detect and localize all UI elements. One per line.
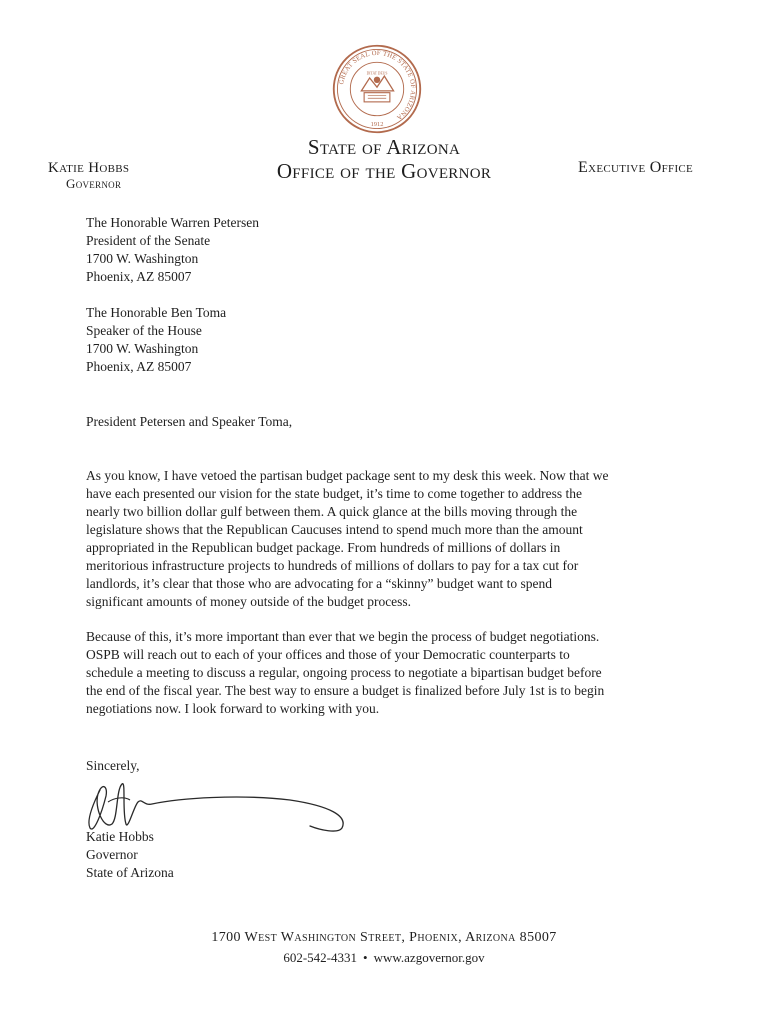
body-paragraph-1: [86, 467, 686, 611]
letterhead-governor-name: Katie Hobbs: [48, 160, 130, 176]
letterhead-state: State of Arizona: [307, 135, 461, 159]
paragraph-line: meritorious infrastructure projects to hundreds of millions of dollars to pay for a tax cut for: [86, 558, 579, 573]
paragraph-line: significant amounts of money outside of the budget process.: [86, 594, 412, 609]
signer-state: State of Arizona: [86, 865, 174, 880]
state-seal-logo: [331, 43, 423, 135]
signer-title: Governor: [86, 847, 138, 862]
svg-text:GREAT SEAL OF THE STATE OF ARI: GREAT SEAL OF THE STATE OF ARIZONA: [338, 49, 417, 122]
svg-text:DITAT DEUS: DITAT DEUS: [366, 71, 388, 76]
footer-phone: 602-542-4331: [283, 950, 358, 965]
footer-separator: •: [363, 950, 368, 965]
paragraph-line: nearly two billion dollar gulf between them. A quick glance at the bills moving through the: [86, 504, 578, 519]
paragraph-line: have each presented our vision for the state budget, it’s time to come together to address the: [86, 486, 582, 501]
paragraph-line: Because of this, it’s more important than ever that we begin the process of budget negotiations.: [86, 629, 600, 644]
paragraph-line: OSPB will reach out to each of your offices and those of your Democratic counterparts to: [86, 647, 570, 662]
letterhead-office: Office of the Governor: [276, 159, 492, 183]
address-line: President of the Senate: [86, 233, 211, 248]
paragraph-line: legislature shows that the Republican Caucuses intend to spend much more than the amount: [86, 522, 583, 537]
svg-text:1912: 1912: [370, 120, 384, 128]
address-line: Speaker of the House: [86, 323, 202, 338]
footer-address: 1700 West Washington Street, Phoenix, Arizona 85007: [211, 930, 557, 945]
footer-website-link[interactable]: www.azgovernor.gov: [373, 950, 485, 965]
address-line: The Honorable Ben Toma: [86, 305, 227, 320]
address-line: 1700 W. Washington: [86, 341, 199, 356]
letterhead-governor-title: Governor: [66, 176, 122, 191]
address-line: The Honorable Warren Petersen: [86, 215, 259, 230]
signature-block: [86, 828, 174, 882]
footer-contact: [0, 950, 768, 966]
body-paragraph-2: [86, 628, 686, 718]
signer-name: Katie Hobbs: [86, 829, 154, 844]
address-line: Phoenix, AZ 85007: [86, 269, 192, 284]
closing: Sincerely,: [86, 758, 140, 773]
paragraph-line: As you know, I have vetoed the partisan budget package sent to my desk this week. Now that we: [86, 468, 609, 483]
paragraph-line: appropriated in the Republican budget package. From hundreds of millions of dollars in: [86, 540, 561, 555]
address-line: 1700 W. Washington: [86, 251, 199, 266]
paragraph-line: landlords, it’s clear that those who are advocating for a “skinny” budget want to spend: [86, 576, 552, 591]
paragraph-line: negotiations now. I look forward to working with you.: [86, 701, 380, 716]
recipient-address-house: [86, 304, 226, 376]
address-line: Phoenix, AZ 85007: [86, 359, 192, 374]
salutation: President Petersen and Speaker Toma,: [86, 414, 293, 429]
paragraph-line: the end of the fiscal year. The best way to ensure a budget is finalized before July 1st is to begin: [86, 683, 605, 698]
paragraph-line: schedule a meeting to discuss a regular, ongoing process to negotiate a bipartisan budget before: [86, 665, 602, 680]
letterhead-executive-office: Executive Office: [578, 159, 694, 176]
recipient-address-senate: [86, 214, 259, 286]
